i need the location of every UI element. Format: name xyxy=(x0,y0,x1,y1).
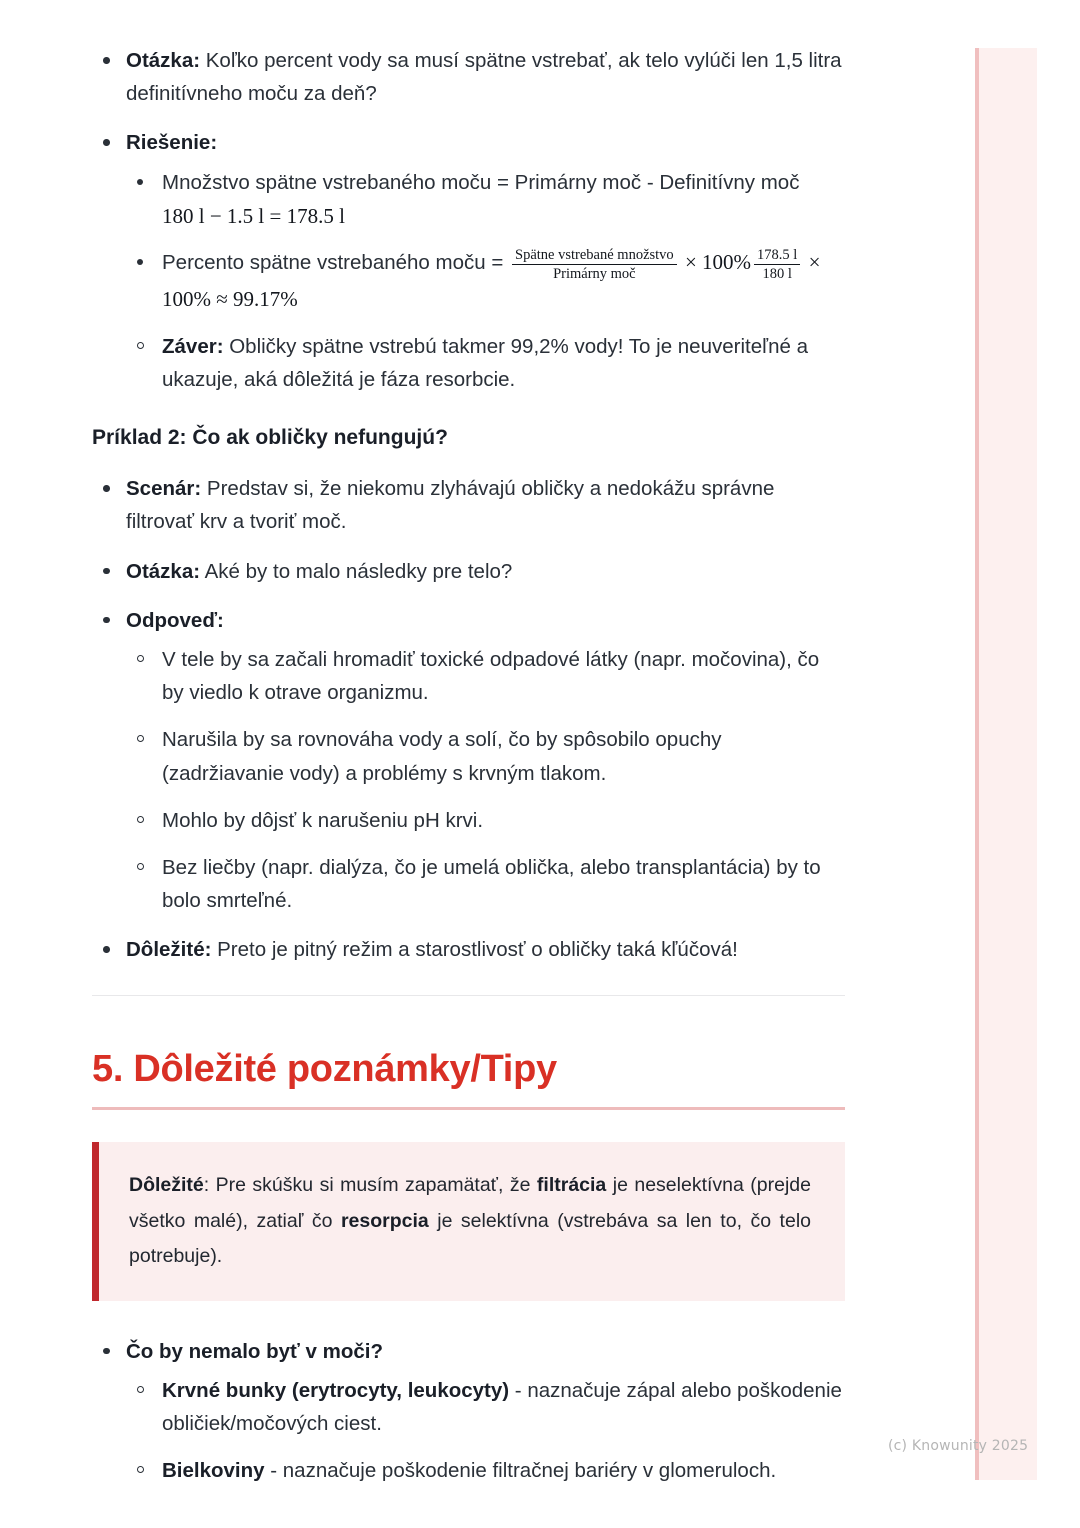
callout-part3: je selektívna (vstrebáva sa len to, čo telo potrebuje). xyxy=(129,1209,811,1268)
example2-important-text: Preto je pitný režim a starostlivosť o obličky taká kľúčová! xyxy=(211,938,738,962)
example1-step2-math-tail: 100% ≈ 99.17% xyxy=(162,287,298,312)
example1-solution-label: Riešenie: xyxy=(126,131,218,155)
example1-solution-item xyxy=(92,126,845,396)
example1-list xyxy=(92,44,845,396)
example1-step2-formula xyxy=(509,246,821,282)
example1-solution-steps xyxy=(126,166,845,397)
example2-answer-2: Mohlo by dôjsť k narušeniu pH krvi. xyxy=(162,808,484,832)
example2-answer-3: Bez liečby (napr. dialýza, čo je umelá oblička, alebo transplantácia) by to bolo smrteľné. xyxy=(162,855,821,913)
math-times-2: × xyxy=(808,250,821,275)
example1-step1 xyxy=(126,166,845,233)
example2-scenario-item xyxy=(92,472,845,538)
callout-part1: : Pre skúšku si musím zapamätať, že xyxy=(203,1174,537,1197)
example1-question-label: Otázka: xyxy=(126,49,201,72)
urine-item-0-bold: Krvné bunky (erytrocyty, leukocyty) xyxy=(162,1378,510,1402)
list-item xyxy=(126,851,845,917)
example2-important-label: Dôležité: xyxy=(126,938,212,962)
example2-answer-label: Odpoveď: xyxy=(126,608,224,632)
callout-bold-resorpcia: resorpcia xyxy=(340,1209,429,1232)
example2-question-item xyxy=(92,555,845,588)
example2-important-item xyxy=(92,933,845,966)
fraction-178-180 xyxy=(754,247,800,282)
section-title-underline xyxy=(92,1107,845,1110)
callout-part2: je neselektívna (prejde všetko malé), zatiaľ čo xyxy=(129,1174,811,1232)
example2-answer-0: V tele by sa začali hromadiť toxické odpadové látky (napr. močovina), čo by viedlo k otrave organizmu. xyxy=(162,647,820,705)
list-item xyxy=(126,1454,845,1487)
urine-list xyxy=(92,1335,845,1488)
example1-step2-text: Percento spätne vstrebaného moču = xyxy=(162,251,510,275)
urine-item-1-rest: - naznačuje poškodenie filtračnej bariéry v glomeruloch. xyxy=(264,1459,777,1483)
example1-conclusion-label: Záver: xyxy=(162,334,224,358)
example1-step1-math: 180 l − 1.5 l = 178.5 l xyxy=(162,203,345,228)
list-item xyxy=(126,1374,845,1440)
section-divider xyxy=(92,995,845,996)
page-edge-strip-line xyxy=(975,48,979,1480)
example2-scenario-label: Scenár: xyxy=(126,477,202,501)
fraction-spatne-primarny xyxy=(512,247,677,282)
example2-question-text: Aké by to malo následky pre telo? xyxy=(200,559,513,583)
urine-heading: Čo by nemalo byť v moči? xyxy=(126,1339,384,1363)
callout-label: Dôležité xyxy=(129,1174,204,1197)
document-content xyxy=(0,44,915,1488)
example1-question-item xyxy=(92,44,845,110)
page-title: 5. Dôležité poznámky/Tipy xyxy=(92,1047,557,1090)
example2-heading: Príklad 2: Čo ak obličky nefungujú? xyxy=(92,426,448,450)
urine-item-0-rest: - naznačuje zápal alebo poškodenie obličiek/močových ciest. xyxy=(162,1378,842,1436)
list-item xyxy=(126,804,845,837)
example2-list xyxy=(92,472,845,966)
page-edge-strip xyxy=(975,48,1037,1480)
example2-answer-item xyxy=(92,604,845,918)
list-item xyxy=(126,723,845,789)
urine-sublist xyxy=(126,1374,845,1488)
list-item xyxy=(126,643,845,709)
urine-item-1-bold: Bielkoviny xyxy=(162,1459,265,1483)
example2-question-label: Otázka: xyxy=(126,559,201,583)
example1-conclusion-text: Obličky spätne vstrebú takmer 99,2% vody! To je neuveriteľné a ukazuje, aká dôležitá je fáza resorbcie. xyxy=(162,334,808,391)
math-100-percent-a: 100% xyxy=(702,250,752,275)
copyright-watermark: (c) Knowunity 2025 xyxy=(888,1438,1029,1454)
example2-answer-list xyxy=(126,643,845,917)
example2-scenario-text: Predstav si, že niekomu zlyhávajú obličky a nedokážu správne filtrovať krv a tvoriť moč. xyxy=(126,477,775,534)
example1-step1-text: Množstvo spätne vstrebaného moču = Primárny moč - Definitívny moč xyxy=(162,170,800,194)
fraction-numerator: Spätne vstrebané množstvo xyxy=(512,247,677,265)
example1-question-text: Koľko percent vody sa musí spätne vstrebať, ak telo vylúči len 1,5 litra definitívneho moču za deň? xyxy=(126,49,842,106)
fraction-denominator: Primárny moč xyxy=(553,266,636,282)
example1-conclusion xyxy=(126,330,845,396)
example2-answer-1: Narušila by sa rovnováha vody a solí, čo by spôsobilo opuchy (zadržiavanie vody) a problémy s krvným tlakom. xyxy=(162,728,722,785)
urine-heading-item xyxy=(92,1335,845,1488)
fraction2-numerator: 178.5 l xyxy=(754,247,800,265)
math-times-1: × xyxy=(684,250,697,275)
callout-bold-filtracia: filtrácia xyxy=(536,1174,607,1197)
example1-step2 xyxy=(126,246,845,315)
fraction2-denominator: 180 l xyxy=(762,266,792,282)
important-callout xyxy=(92,1142,845,1300)
